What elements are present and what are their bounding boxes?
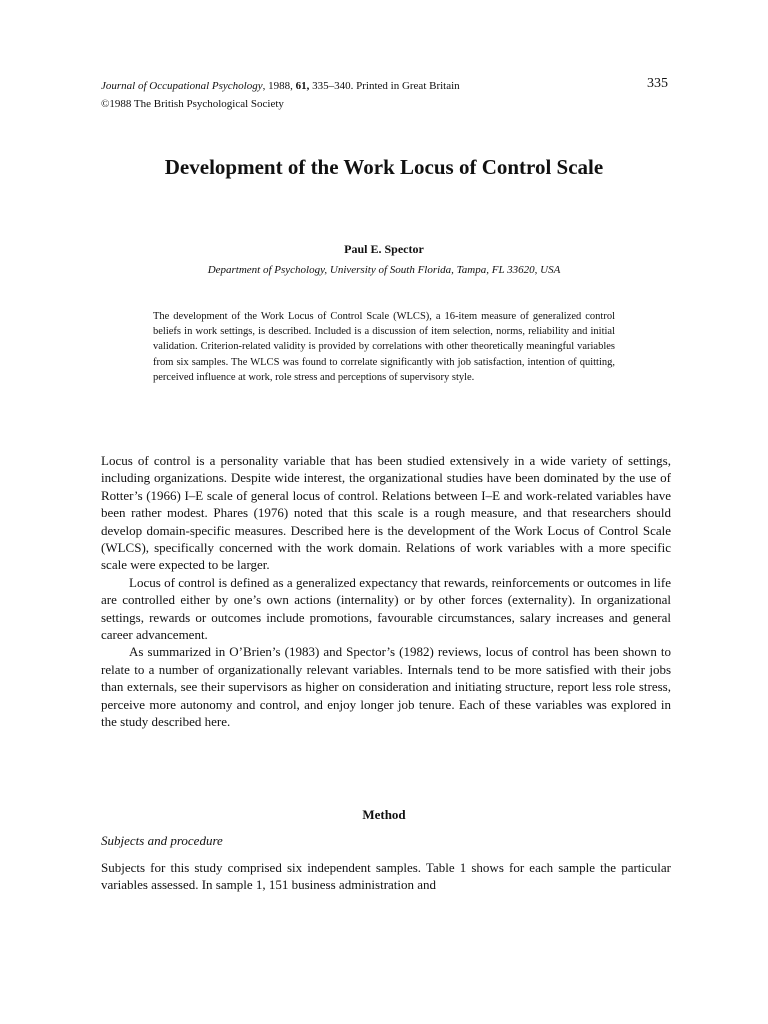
method-paragraph: Subjects for this study comprised six independent samples. Table 1 shows for each sample the particular variables assessed. In sample 1, 151 business administration and bbox=[101, 860, 671, 893]
journal-year: 1988, bbox=[268, 80, 293, 92]
journal-pages: 335–340. Printed in Great Britain bbox=[312, 80, 460, 92]
journal-name: Journal of Occupational Psychology bbox=[101, 80, 263, 92]
article-title: Development of the Work Locus of Control Scale bbox=[164, 155, 604, 179]
author-name: Paul E. Spector bbox=[344, 242, 424, 256]
abstract: The development of the Work Locus of Control Scale (WLCS), a 16-item measure of generalized control beliefs in work settings, is described. Included is a discussion of item selection, norms, reliability and initial validation. Criterion-related validity is provided by correlations with other theoretically meaningful variables from six samples. The WLCS was found to correlate significantly with job satisfaction, intention of quitting, perceived influence at work, role stress and perceptions of supervisory style. bbox=[153, 311, 615, 383]
introduction-body bbox=[101, 452, 671, 731]
journal-volume: 61, bbox=[295, 80, 310, 92]
body-paragraph: Locus of control is defined as a generalized expectancy that rewards, reinforcements or outcomes in life are controlled either by one’s own actions (internality) or by other forces (externality). In organizational settings, rewards or outcomes include promotions, favourable circumstances, salary increases and general career advancement. bbox=[101, 574, 671, 643]
page-number: 335 bbox=[647, 76, 668, 91]
body-paragraph: As summarized in O’Brien’s (1983) and Spector’s (1982) reviews, locus of control has been shown to relate to a number of organizationally relevant variables. Internals tend to be more satisfied with their jobs than externals, see their supervisors as higher on consideration and initiating structure, report less role stress, perceive more autonomy and control, and enjoy longer job tenure. Each of these variables was explored in the study described here. bbox=[101, 644, 671, 730]
copyright-line: ©1988 The British Psychological Society bbox=[101, 98, 284, 110]
author-affiliation: Department of Psychology, University of South Florida, Tampa, FL 33620, USA bbox=[207, 264, 561, 276]
section-heading-method: Method bbox=[362, 807, 406, 822]
body-paragraph: Locus of control is a personality variable that has been studied extensively in a wide variety of settings, including organizations. Despite wide interest, the organizational studies have been dominated by the use of Rotter’s (1966) I–E scale of general locus of control. Relations between I–E and work-related variables have been rather modest. Phares (1976) noted that this scale is a rough measure, and that researchers should develop domain-specific measures. Described here is the development of the Work Locus of Control Scale (WLCS), specifically concerned with the work domain. Relations of work variables with a more specific scale were expected to be larger. bbox=[101, 453, 671, 573]
subsection-heading: Subjects and procedure bbox=[101, 833, 223, 848]
method-body bbox=[101, 859, 671, 894]
journal-citation: Journal of Occupational Psychology, 1988, 61, 335–340. Printed in Great Britain bbox=[101, 80, 460, 92]
